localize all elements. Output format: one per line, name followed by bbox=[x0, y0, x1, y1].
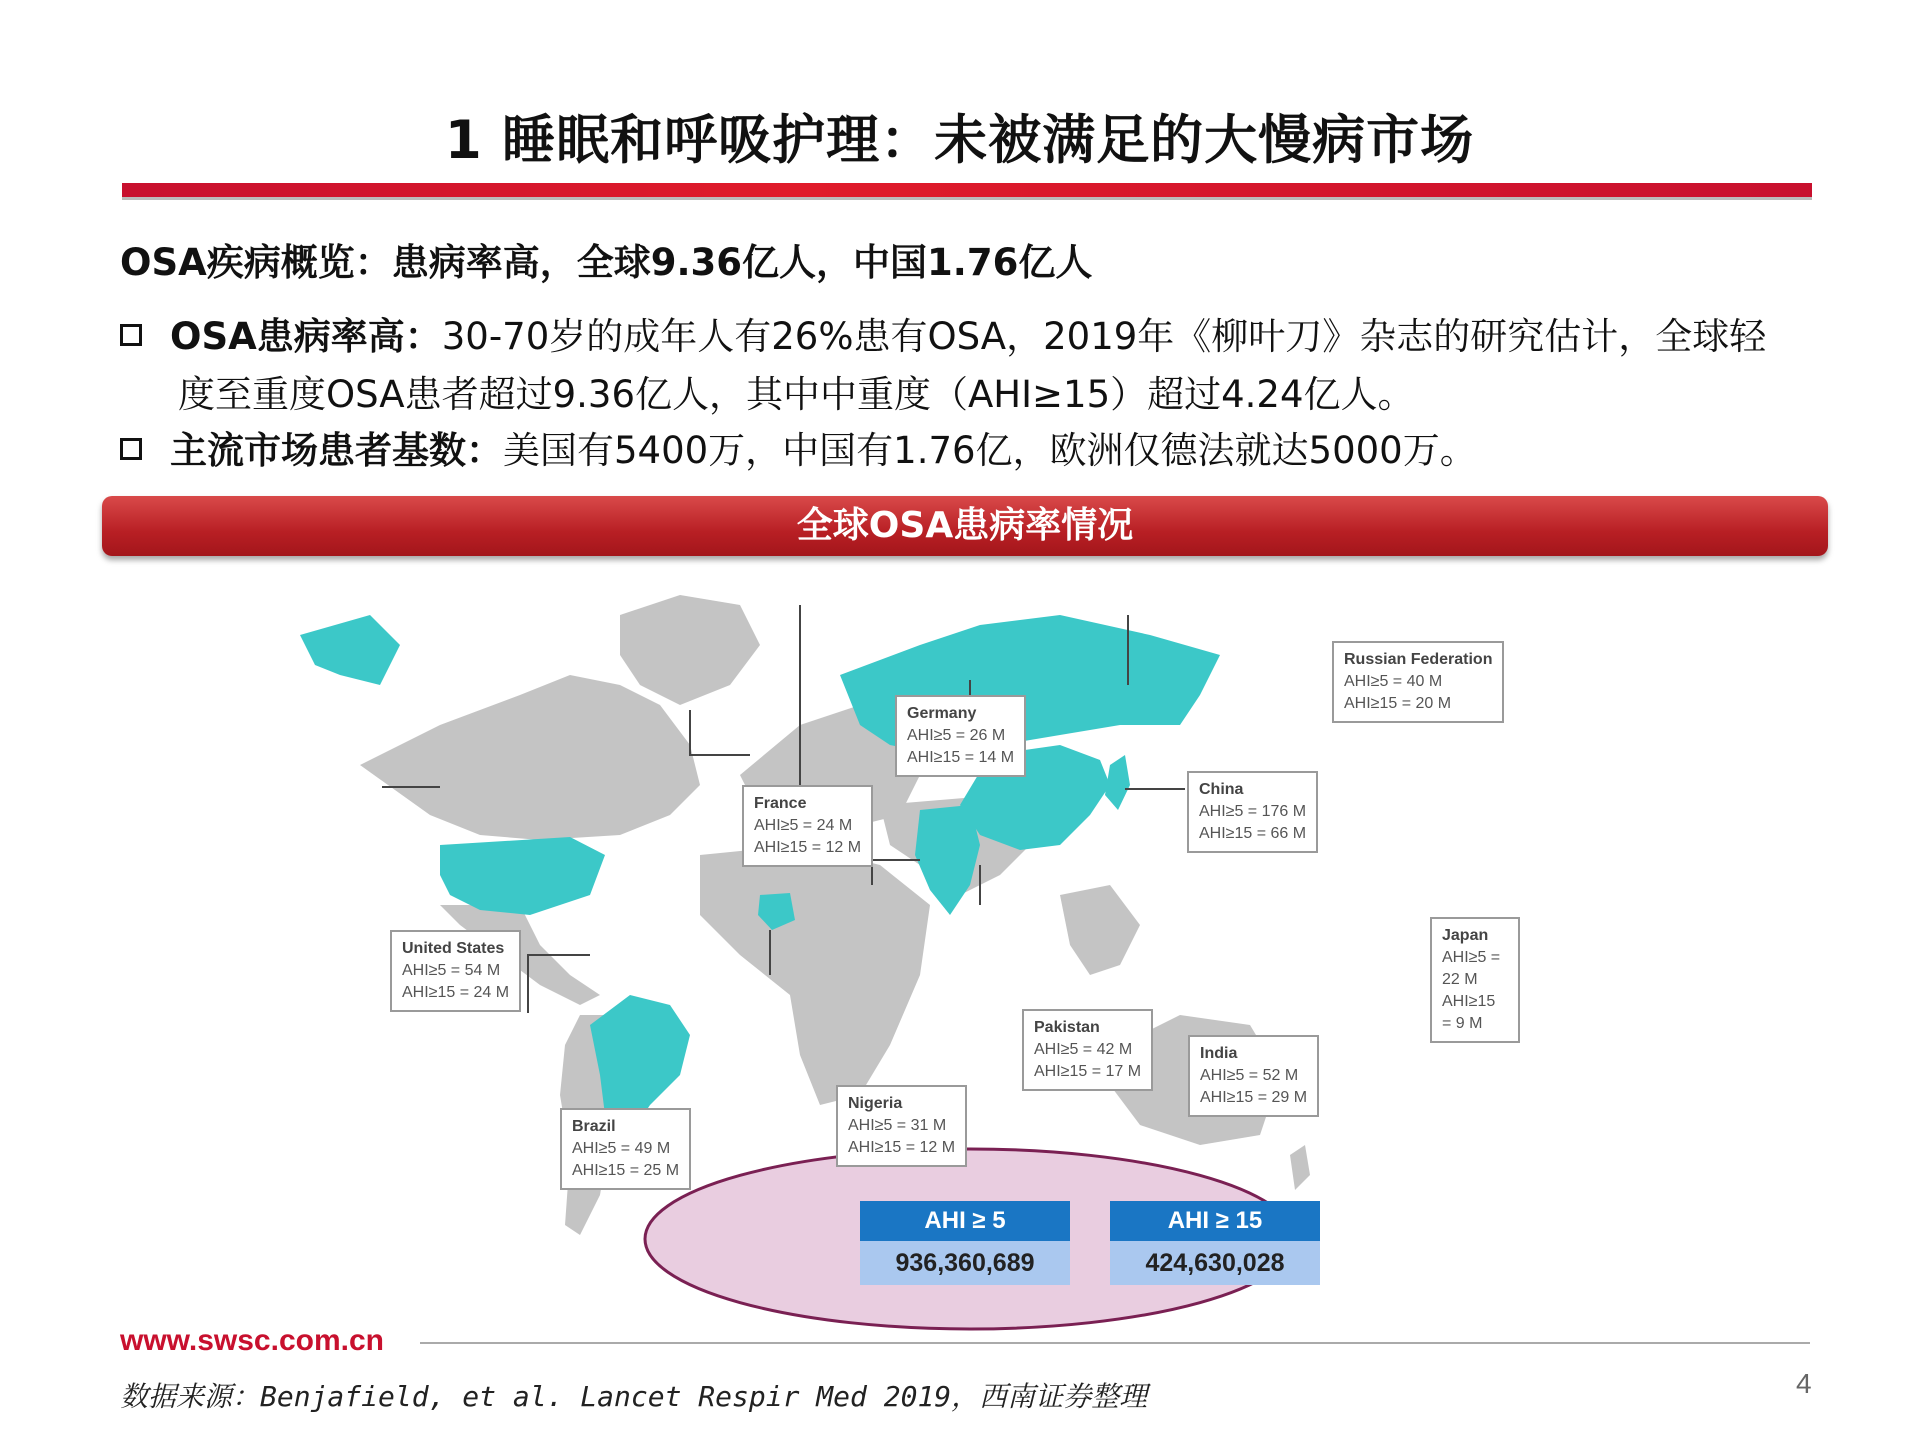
bullet-text-continued: 度至重度OSA患者超过9.36亿人，其中中重度（AHI≥15）超过4.24亿人。 bbox=[178, 373, 1415, 416]
checkbox-bullet-icon bbox=[120, 438, 142, 460]
map-section-banner: 全球OSA患病率情况 bbox=[102, 496, 1828, 556]
footer-url-link[interactable]: www.swsc.com.cn bbox=[120, 1324, 384, 1357]
callout-russian-federation: Russian Federation AHI≥5 = 40 M AHI≥15 = 20 M bbox=[1332, 641, 1504, 723]
alaska-shape bbox=[300, 615, 400, 685]
ahi15-total: 424,630,028 bbox=[1145, 1249, 1285, 1277]
bullet-label: OSA患病率高： bbox=[170, 315, 442, 358]
ahi15-label: AHI ≥ 15 bbox=[1167, 1207, 1263, 1234]
world-prevalence-map bbox=[100, 575, 1520, 1335]
bullet-item-prevalence bbox=[120, 308, 1820, 366]
bullet-text: 美国有5400万，中国有1.76亿，欧洲仅德法就达5000万。 bbox=[503, 429, 1477, 472]
bullet-text: 30-70岁的成年人有26%患有OSA，2019年《柳叶刀》杂志的研究估计，全球轻 bbox=[441, 315, 1767, 358]
callout-france: France AHI≥5 = 24 M AHI≥15 = 12 M bbox=[742, 785, 873, 867]
ahi5-label: AHI ≥ 5 bbox=[924, 1207, 1006, 1234]
checkbox-bullet-icon bbox=[120, 324, 142, 346]
bullet-item-markets bbox=[120, 422, 1477, 480]
page-title: 1 睡眠和呼吸护理：未被满足的大慢病市场 bbox=[444, 110, 1475, 171]
callout-india: India AHI≥5 = 52 M AHI≥15 = 29 M bbox=[1188, 1035, 1319, 1117]
japan-shape bbox=[1105, 755, 1130, 810]
footer-divider bbox=[420, 1342, 1810, 1344]
callout-nigeria: Nigeria AHI≥5 = 31 M AHI≥15 = 12 M bbox=[836, 1085, 967, 1167]
title-underline-bar bbox=[122, 183, 1812, 197]
bullet-label: 主流市场患者基数： bbox=[170, 429, 503, 472]
page-number: 4 bbox=[1796, 1368, 1812, 1399]
section-subtitle: OSA疾病概览：患病率高，全球9.36亿人，中国1.76亿人 bbox=[120, 241, 1093, 284]
callout-brazil: Brazil AHI≥5 = 49 M AHI≥15 = 25 M bbox=[560, 1108, 691, 1190]
callout-pakistan: Pakistan AHI≥5 = 42 M AHI≥15 = 17 M bbox=[1022, 1009, 1153, 1091]
callout-germany: Germany AHI≥5 = 26 M AHI≥15 = 14 M bbox=[895, 695, 1026, 777]
source-note: 数据来源：Benjafield, et al. Lancet Respir Med 2019，西南证券整理 bbox=[120, 1380, 1148, 1413]
title-underline-shadow bbox=[122, 197, 1812, 200]
india-shape bbox=[915, 805, 980, 915]
usa-shape bbox=[440, 837, 605, 915]
callout-japan: Japan AHI≥5 = 22 M AHI≥15 = 9 M bbox=[1430, 917, 1520, 1043]
callout-china: China AHI≥5 = 176 M AHI≥15 = 66 M bbox=[1187, 771, 1318, 853]
ahi5-total: 936,360,689 bbox=[895, 1249, 1035, 1277]
callout-united-states: United States AHI≥5 = 54 M AHI≥15 = 24 M bbox=[390, 930, 521, 1012]
